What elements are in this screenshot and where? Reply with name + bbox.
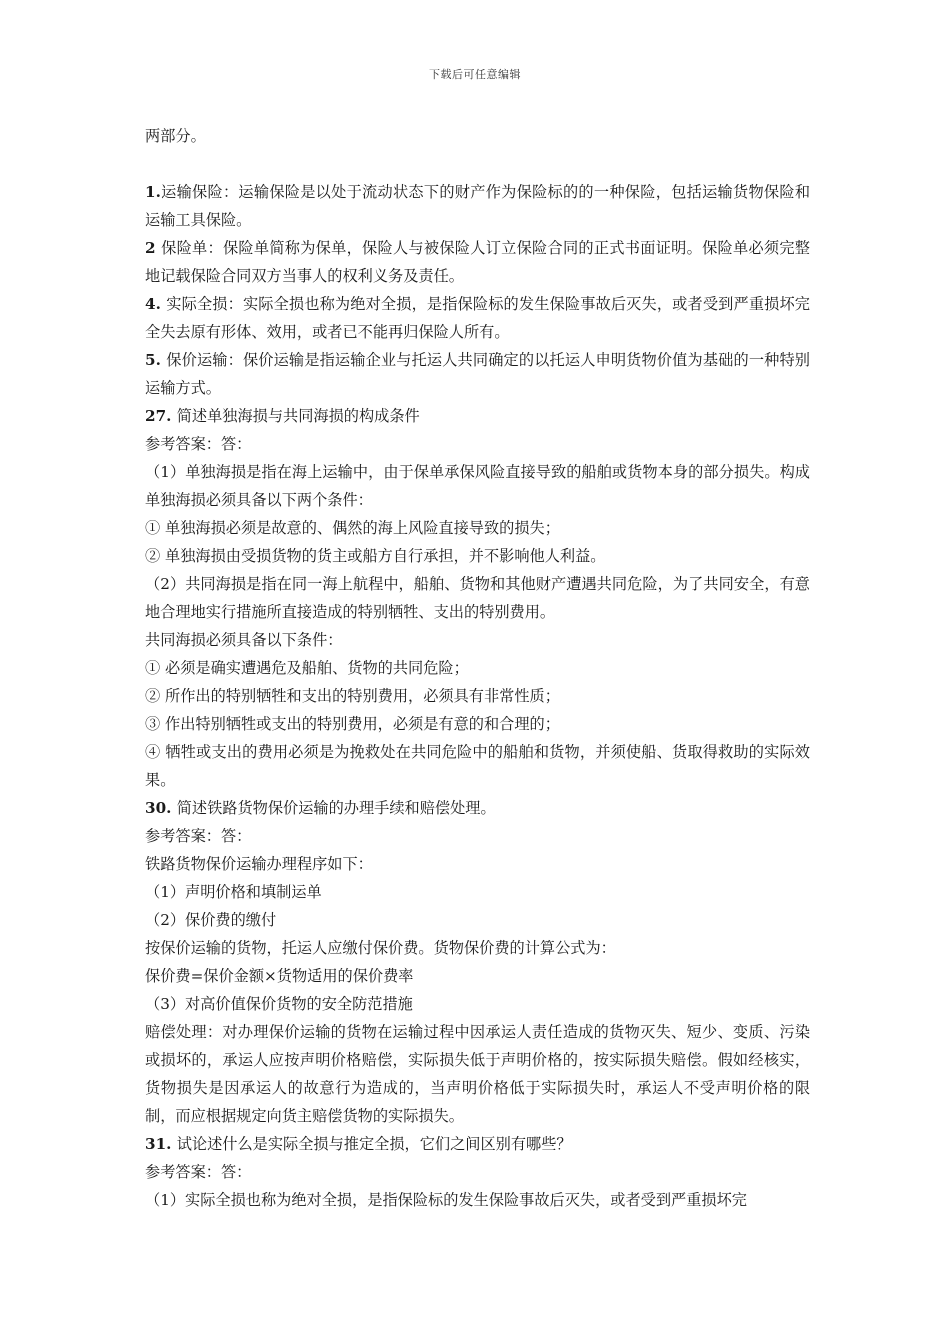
paragraph-text: 铁路货物保价运输办理程序如下： — [145, 855, 373, 873]
paragraph-text: 运输保险：运输保险是以处于流动状态下的财产作为保险标的的一种保险，包括运输货物保险和运输工具保险。 — [145, 183, 810, 229]
paragraph — [145, 1186, 810, 1214]
paragraph — [145, 542, 810, 570]
paragraph — [145, 1158, 810, 1186]
paragraph-text: 保价费=保价金额×货物适用的保价费率 — [145, 967, 414, 985]
paragraph-text: 保价运输：保价运输是指运输企业与托运人共同确定的以托运人申明货物价值为基础的一种特别运输方式。 — [145, 351, 810, 397]
item-number: 4. — [145, 295, 167, 313]
paragraph — [145, 654, 810, 682]
paragraph-text: 试论述什么是实际全损与推定全损，它们之间区别有哪些？ — [176, 1135, 572, 1153]
paragraph — [145, 962, 810, 990]
paragraph — [145, 990, 810, 1018]
paragraph — [145, 290, 810, 346]
paragraph-text: （2）保价费的缴付 — [145, 911, 277, 929]
paragraph — [145, 878, 810, 906]
paragraph-text: ② 所作出的特别牺牲和支出的特别费用，必须具有非常性质； — [145, 687, 560, 705]
paragraph-text: 参考答案：答： — [145, 1163, 252, 1181]
paragraph-text: 共同海损必须具备以下条件： — [145, 631, 343, 649]
paragraph-text: 实际全损：实际全损也称为绝对全损，是指保险标的发生保险事故后灭失，或者受到严重损坏完全失去原有形体、效用，或者已不能再归保险人所有。 — [145, 295, 810, 341]
paragraph — [145, 794, 810, 822]
paragraph-text: 保险单：保险单简称为保单，保险人与被保险人订立保险合同的正式书面证明。保险单必须完整地记载保险合同双方当事人的权利义务及责任。 — [145, 239, 810, 285]
paragraph — [145, 458, 810, 514]
paragraph-text: ② 单独海损由受损货物的货主或船方自行承担，并不影响他人利益。 — [145, 547, 606, 565]
item-number: 30. — [145, 799, 177, 817]
item-number: 27. — [145, 407, 177, 425]
paragraph — [145, 710, 810, 738]
paragraph — [145, 570, 810, 626]
paragraph-text: 简述单独海损与共同海损的构成条件 — [176, 407, 420, 425]
paragraph-text: ① 单独海损必须是故意的、偶然的海上风险直接导致的损失； — [145, 519, 560, 537]
paragraph — [145, 626, 810, 654]
item-number: 1. — [145, 183, 161, 201]
paragraph-text: ① 必须是确实遭遇危及船舶、货物的共同危险； — [145, 659, 469, 677]
paragraph-text: 简述铁路货物保价运输的办理手续和赔偿处理。 — [176, 799, 496, 817]
paragraph-text: （2）共同海损是指在同一海上航程中，船舶、货物和其他财产遭遇共同危险，为了共同安全，有意地合理地实行措施所直接造成的特别牺牲、支出的特别费用。 — [145, 575, 810, 621]
paragraph — [145, 514, 810, 542]
paragraph — [145, 402, 810, 430]
paragraph — [145, 1018, 810, 1130]
paragraph-text: 两部分。 — [145, 127, 206, 145]
paragraph — [145, 906, 810, 934]
paragraph-text: （3）对高价值保价货物的安全防范措施 — [145, 995, 413, 1013]
paragraph-text: 按保价运输的货物，托运人应缴付保价费。货物保价费的计算公式为： — [145, 939, 616, 957]
paragraph — [145, 234, 810, 290]
paragraph-text: ④ 牺牲或支出的费用必须是为挽救处在共同危险中的船舶和货物，并须使船、货取得救助的实际效果。 — [145, 743, 810, 789]
page-header: 下载后可任意编辑 — [429, 68, 521, 81]
paragraph — [145, 178, 810, 234]
item-number: 31. — [145, 1135, 177, 1153]
paragraph-text: （1）实际全损也称为绝对全损，是指保险标的发生保险事故后灭失，或者受到严重损坏完 — [145, 1191, 747, 1209]
paragraph-text: 赔偿处理：对办理保价运输的货物在运输过程中因承运人责任造成的货物灭失、短少、变质、污染或损坏的，承运人应按声明价格赔偿，实际损失低于声明价格的，按实际损失赔偿。假如经核实，货物损失是因承运人的故意行为造成的，当声明价格低于实际损失时，承运人不受声明价格的限制，而应根据规定向货主赔偿货物的实际损失。 — [145, 1023, 810, 1125]
paragraph-text: 参考答案：答： — [145, 827, 252, 845]
paragraph — [145, 346, 810, 402]
paragraph — [145, 430, 810, 458]
document-body — [145, 122, 810, 1214]
item-number: 2 — [145, 239, 162, 257]
paragraph-text: ③ 作出特别牺牲或支出的特别费用，必须是有意的和合理的； — [145, 715, 560, 733]
paragraph — [145, 738, 810, 794]
paragraph-text: （1）声明价格和填制运单 — [145, 883, 322, 901]
paragraph — [145, 850, 810, 878]
paragraph — [145, 822, 810, 850]
paragraph — [145, 122, 810, 150]
blank-line — [145, 150, 810, 178]
paragraph-text: （1）单独海损是指在海上运输中，由于保单承保风险直接导致的船舶或货物本身的部分损失。构成单独海损必须具备以下两个条件： — [145, 463, 810, 509]
item-number: 5. — [145, 351, 167, 369]
paragraph-text: 参考答案：答： — [145, 435, 252, 453]
paragraph — [145, 1130, 810, 1158]
paragraph — [145, 682, 810, 710]
paragraph — [145, 934, 810, 962]
